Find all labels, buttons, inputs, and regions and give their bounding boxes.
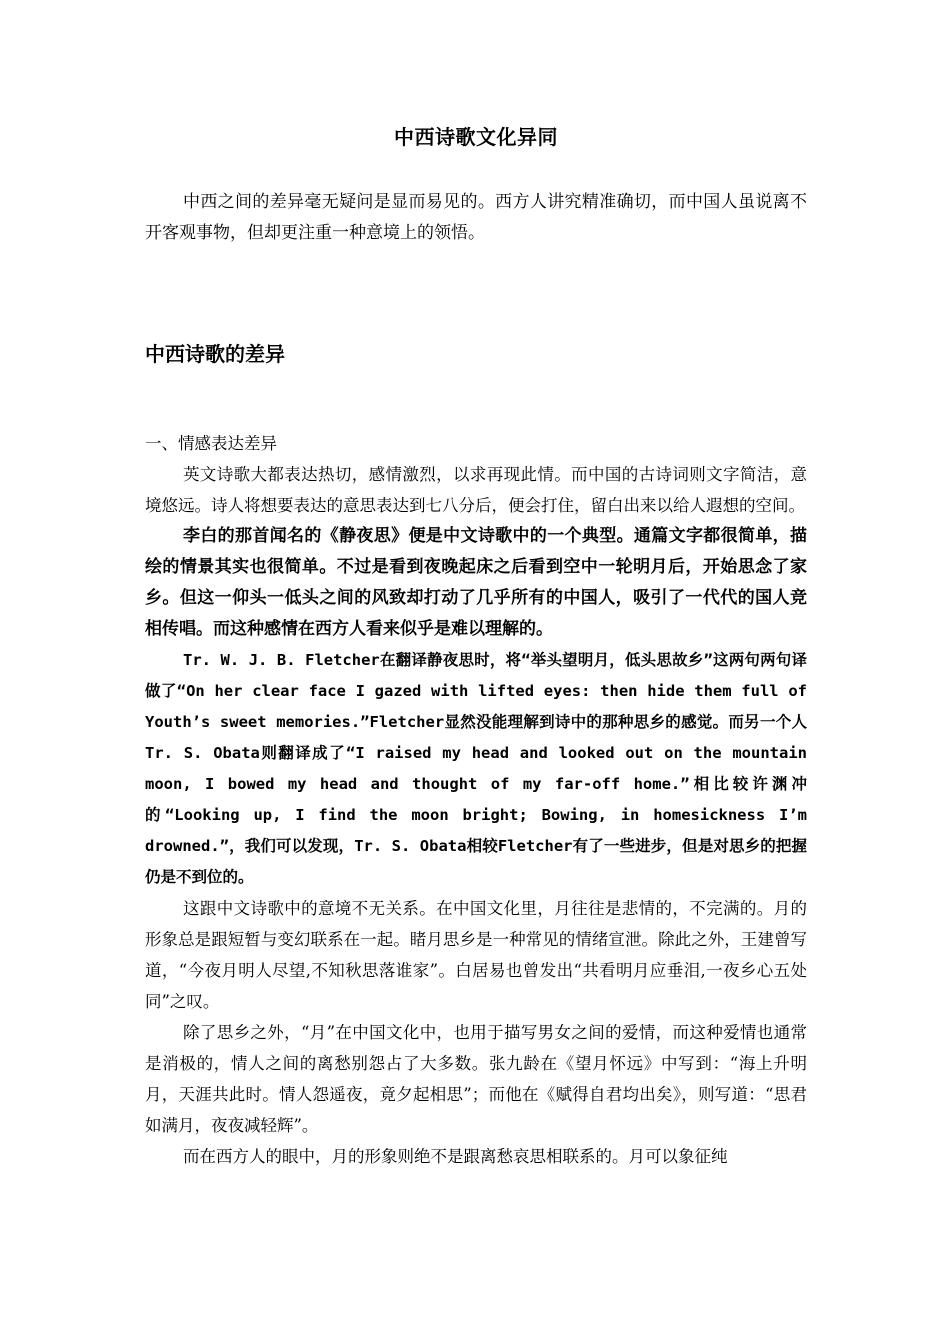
- paragraph-moon-imagery: 这跟中文诗歌中的意境不无关系。在中国文化里，月往往是悲情的，不完满的。月的形象总是跟短暂与变幻联系在一起。睹月思乡是一种常见的情绪宣泄。除此之外，王建曾写道，“今夜月明人尽望,不知秋思落谁家”。白居易也曾发出“共看明月应垂泪,一夜乡心五处同”之叹。: [145, 899, 807, 1011]
- section-heading: 中西诗歌的差异: [145, 342, 285, 366]
- intro-paragraph: 中西之间的差异毫无疑问是显而易见的。西方人讲究精准确切，而中国人虽说离不开客观事物，但却更注重一种意境上的领悟。: [145, 192, 807, 243]
- document-page: [145, 0, 807, 1344]
- paragraph-moon-love: 除了思乡之外，“月”在中国文化中，也用于描写男女之间的爱情，而这种爱情也通常是消极的，情人之间的离愁别怨占了大多数。张九龄在《望月怀远》中写到：“海上升明月，天涯共此时。情人怨遥夜，竟夕起相思”；而他在《赋得自君均出矣》，则写道：“思君如满月，夜夜减轻辉”。: [145, 1023, 807, 1135]
- document-title: 中西诗歌文化异同: [394, 125, 558, 149]
- paragraph-translations: Tr. W. J. B. Fletcher在翻译静夜思时，将“举头望明月，低头思故乡”这两句两句译做了“On her clear face I gazed with lifted eyes: then hide them full of Youth’s sweet memories.”Fletcher显然没能理解到诗中的那种思乡的感觉。而另一个人Tr. S. Obata则翻译成了“I raised my head and looked out on the mountain moon, I bowed my head and thought of my far-off home.”相比较许渊冲的“Looking up, I find the moon bright; Bowing, in homesickness I’m drowned.”，我们可以发现，Tr. S. Obata相较Fletcher有了一些进步，但是对思乡的把握仍是不到位的。: [145, 651, 807, 886]
- sub-heading: 一、情感表达差异: [145, 434, 277, 453]
- paragraph-western-moon: 而在西方人的眼中，月的形象则绝不是跟离愁哀思相联系的。月可以象征纯: [183, 1147, 728, 1166]
- paragraph-english-poetry: 英文诗歌大都表达热切，感情激烈，以求再现此情。而中国的古诗词则文字简洁，意境悠远。诗人将想要表达的意思表达到七八分后，便会打住，留白出来以给人遐想的空间。: [145, 465, 807, 515]
- paragraph-li-bai: 李白的那首闻名的《静夜思》便是中文诗歌中的一个典型。通篇文字都很简单，描绘的情景其实也很简单。不过是看到夜晚起床之后看到空中一轮明月后，开始思念了家乡。但这一仰头一低头之间的风致却打动了几乎所有的中国人，吸引了一代代的国人竞相传唱。而这种感情在西方人看来似乎是难以理解的。: [145, 526, 807, 639]
- body-text: [145, 428, 807, 1172]
